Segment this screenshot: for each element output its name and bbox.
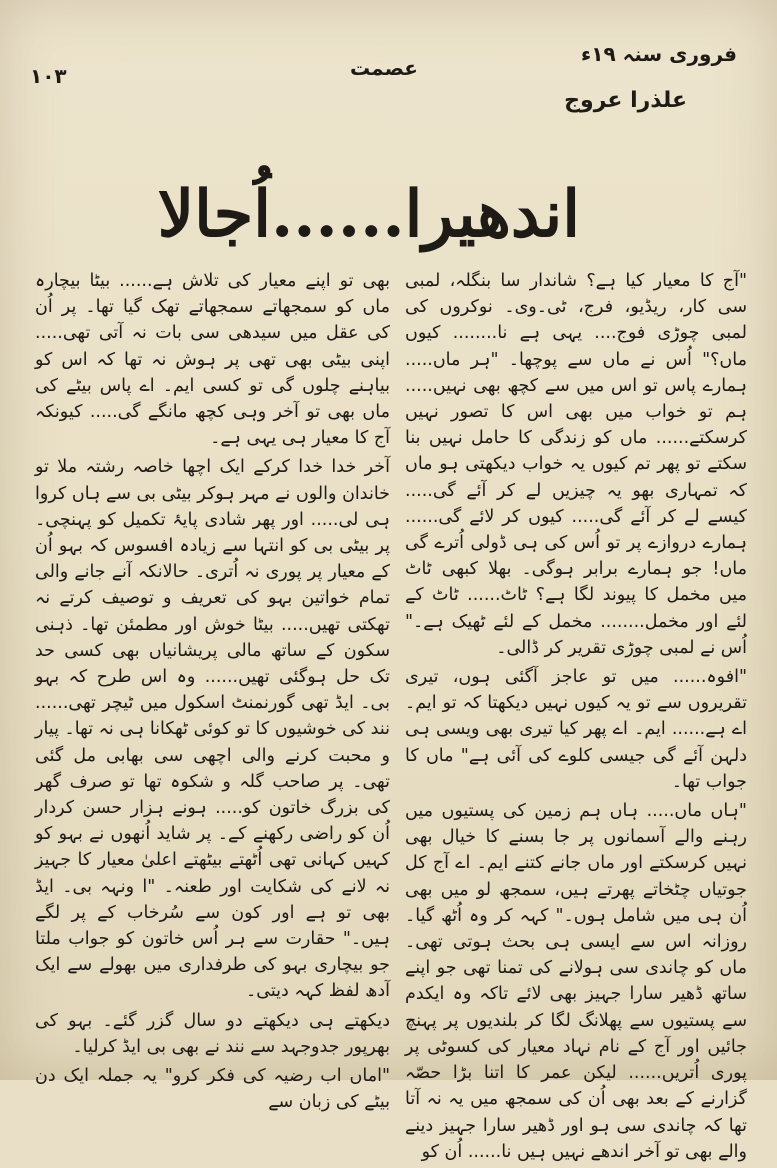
text-column-left <box>35 268 390 1119</box>
paragraph: آخر خدا خدا کرکے ایک اچھا خاصہ رشتہ ملا تو خاندان والوں نے مہر ہوکر بیٹی بی سے ہاں کروا ہی لی..... اور پھر شادی پایۂ تکمیل کو پہنچی۔ پر بیٹی بی کو انتہا سے زیادہ افسوس کہ بہو اُن کے معیار پر پوری نہ اُتری۔ حالانکہ آنے جانے والی تمام خواتین بہو کی تعریف و توصیف کرتے نہ تھکتی تھیں..... بیٹا خوش اور مطمئن تھا۔ ذہنی سکون کے ساتھ مالی پریشانیاں بھی کسی حد تک حل ہوگئی تھیں...... وہ اس طرح کہ بہو بی۔ ایڈ تھی گورنمنٹ اسکول میں ٹیچر تھی...... نند کی خوشیوں کا تو کوئی ٹھکانا ہی نہ تھا۔ پیار و محبت کرنے والی اچھی سی بھابی مل گئی تھی۔ پر صاحب گلہ و شکوہ تھا تو صرف گھر کی بزرگ خاتون کو..... ہونے ہزار حسن کردار اُن کو راضی رکھنے کے۔ پر شاید اُنھوں نے بہو کو کہیں کہانی تھی اُٹھتے بیٹھتے اعلیٰ معیار کا جہیز نہ لانے کی شکایت اور طعنہ۔ "ا ونہہ بی۔ ایڈ بھی تو ہے اور کون سے سُرخاب کے پر لگے ہیں۔" حقارت سے ہر اُس خاتون کو جواب ملتا جو بیچاری بہو کی طرفداری میں بھولے سے ایک آدھ لفظ کہہ دیتی۔ <box>35 457 390 1002</box>
paragraph: "آج کا معیار کیا ہے؟ شاندار سا بنگلہ، لمبی سی کار، ریڈیو، فرج، ٹی۔وی۔ نوکروں کی لمبی چوڑی فوج.... یہی ہے نا........ کیوں ماں؟" اُس نے ماں سے پوچھا۔ "ہر ماں..... ہمارے پاس تو اس میں سے کچھ بھی نہیں..... ہم تو خواب میں بھی اس کا تصور نہیں کرسکتے...... ماں کو زندگی کا حامل نہیں بنا سکتے تو پھر تم کیوں یہ خواب دیکھتی ہو ماں کہ تمہاری بھو یہ چیزیں لے کر آئے گی..... کیسے لے کر آئے گی..... کیوں کر لائے گی...... ہمارے دروازے پر تو اُس کی ہی ڈولی اُترے گی ماں! جو ہمارے برابر ہوگی۔ بھلا کبھی ٹاٹ میں مخمل کا پیوند لگا ہے؟ ٹاٹ...... ٹاٹ کے لئے اور مخمل........ مخمل کے لئے ٹھیک ہے۔" اُس نے لمبی چوڑی تقریر کر ڈالی۔ <box>405 271 747 658</box>
paragraph: دیکھتے ہی دیکھتے دو سال گزر گئے۔ بہو کی بھرپور جدوجہد سے نند نے بھی بی ایڈ کرلیا۔ <box>35 1010 390 1057</box>
paragraph: "اماں اب رضیہ کی فکر کرو" یہ جملہ ایک دن بیٹے کی زبان سے <box>35 1066 390 1113</box>
paragraph: "افوہ...... میں تو عاجز آگئی ہوں، تیری تقریروں سے تو یہ کیوں نہیں دیکھتا کہ تو ایم۔ اے ہے...... ایم۔ اے پھر کیا تیری بھی ویسی ہی دلہن آئے گی جیسی کلوے کی آئی ہے" ماں کا جواب تھا۔ <box>405 667 747 792</box>
issue-date: فروری سنہ ۱۹ء <box>581 42 737 66</box>
author-name: علذرا عروج <box>564 88 687 113</box>
text-column-right <box>405 268 747 1168</box>
page-number: ١٠٣ <box>30 64 67 88</box>
magazine-name: عصمت <box>350 56 418 80</box>
paragraph: بھی تو اپنے معیار کی تلاش ہے...... بیٹا بیچارہ ماں کو سمجھاتے سمجھاتے تھک گیا تھا۔ پر اُن کی عقل میں سیدھی سی بات نہ آتی تھی..... اپنی بیٹی بھی تھی پر ہوش نہ تھا کہ اس کو بیاہنے چلوں گی تو کسی ایم۔ اے پاس بیٹے کی ماں بھی تو آخر وہی کچھ مانگے گی..... کیونکہ آج کا معیار ہی یہی ہے۔ <box>35 271 390 449</box>
story-title: اندھیرا......اُجالا <box>157 177 580 252</box>
paragraph: "ہاں ماں..... ہاں ہم زمین کی پستیوں میں رہنے والے آسمانوں پر جا بسنے کا خیال بھی نہیں کرسکتے اور ماں جانے کتنے ایم۔ اے آج کل جوتیاں چٹخاتے پھرتے ہیں، سمجھ لو میں بھی اُن ہی میں شامل ہوں۔" کہہ کر وہ اُٹھ گیا۔ روزانہ اس سے ایسی ہی بحث ہوتی تھی۔ ماں کو چاندی سی ہولانے کی تمنا تھی جو اپنے ساتھ ڈھیر سارا جہیز بھی لائے تاکہ وہ ایکدم سے پستیوں سے پھلانگ لگا کر بلندیوں پر پہنچ جائیں اور آج کے نام نہاد معیار کی کسوٹی پر پوری اُتریں...... لیکن عمر کا اتنا بڑا حصّہ گزارنے کے بعد بھی اُن کی سمجھ میں یہ نہ آتا تھا کہ چاندی سی ہو اور ڈھیر سارا جہیز دینے والے بھی تو آخر اندھے نہیں ہیں نا...... اُن کو <box>405 801 747 1162</box>
